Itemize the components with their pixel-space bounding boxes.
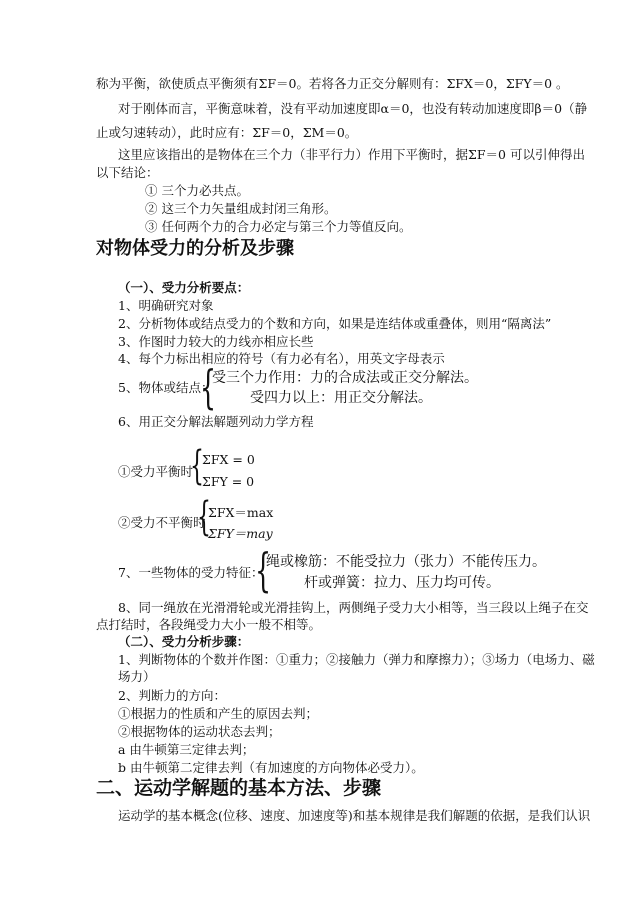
brace-icon: { (200, 360, 217, 414)
step-item: b 由牛顿第二定律去判（有加速度的方向物体必受力）。 (118, 760, 424, 775)
section-2-line-1: 运动学的基本概念(位移、速度、加速度等)和基本规律是我们解题的依据，是我们认识 (118, 808, 591, 823)
brace-icon: { (190, 443, 204, 489)
step-item: ②根据物体的运动状态去判； (118, 724, 281, 739)
point-5-option-a: 受三个力作用：力的合成法或正交分解法。 (212, 370, 478, 386)
point-5-option-b: 受四力以上：用正交分解法。 (250, 390, 432, 406)
subsection-title: （二）、受力分析步骤： (118, 634, 250, 649)
step-item: 1、判断物体的个数并作图：①重力；②接触力（弹力和摩擦力）；③场力（电场力、磁 (118, 652, 595, 667)
section-heading: 二、运动学解题的基本方法、步骤 (96, 777, 382, 799)
step-item: 场力） (118, 669, 156, 684)
point-8-line-2: 点打结时，各段绳受力大小一般不相等。 (96, 617, 322, 632)
step-item: 2、判断力的方向： (118, 688, 226, 703)
point-6: 6、用正交分解法解题列动力学方程 (118, 414, 314, 429)
equation-1-x: ΣFX = 0 (202, 452, 255, 467)
conclusion-item: ② 这三个力矢量组成封闭三角形。 (145, 201, 337, 216)
brace-icon: { (255, 543, 272, 597)
intro-line-4: 这里应该指出的是物体在三个力（非平行力）作用下平衡时，据ΣF＝0 可以引伸得出 (118, 147, 585, 162)
point-item: 3、作图时力较大的力线亦相应长些 (118, 334, 314, 349)
intro-line-2: 对于刚体而言，平衡意味着，没有平动加速度即α＝0，也没有转动加速度即β＝0（静 (118, 101, 588, 116)
equation-1-label: ①受力平衡时 (118, 464, 194, 479)
point-7-option-b: 杆或弹簧：拉力、压力均可传。 (304, 575, 500, 591)
brace-icon: { (197, 494, 211, 540)
point-7-label: 7、一些物体的受力特征： (118, 565, 264, 580)
point-item: 1、明确研究对象 (118, 298, 214, 313)
conclusion-item: ① 三个力必共点。 (145, 183, 249, 198)
conclusion-item: ③ 任何两个力的合力必定与第三个力等值反向。 (145, 219, 412, 234)
point-item: 2、分析物体或结点受力的个数和方向，如果是连结体或重叠体，则用“隔离法” (118, 316, 552, 331)
intro-line-5: 以下结论： (96, 165, 159, 180)
step-item: a 由牛顿第三定律去判； (118, 742, 255, 757)
equation-1-y: ΣFY = 0 (202, 474, 255, 489)
point-7-option-a: 绳或橡筋：不能受拉力（张力）不能传压力。 (266, 554, 546, 570)
subsection-title: （一）、受力分析要点： (118, 280, 250, 295)
step-item: ①根据力的性质和产生的原因去判； (118, 706, 319, 721)
equation-2-y: ΣFY＝may (208, 526, 273, 541)
point-8-line-1: 8、同一绳放在光滑滑轮或光滑挂钩上，两侧绳子受力大小相等，当三段以上绳子在交 (118, 600, 589, 615)
equation-2-x: ΣFX＝max (208, 505, 274, 520)
point-item: 4、每个力标出相应的符号（有力必有名），用英文字母表示 (118, 351, 445, 366)
section-heading: 对物体受力的分析及步骤 (96, 238, 294, 259)
equation-2-label: ②受力不平衡时 (118, 515, 206, 530)
intro-line-1: 称为平衡，欲使质点平衡须有ΣF＝0。若将各力正交分解则有：ΣFX＝0，ΣFY＝0 。 (96, 76, 569, 91)
point-5-label: 5、物体或结点： (118, 380, 214, 395)
intro-line-3: 止或匀速转动），此时应有：ΣF＝0，ΣM＝0。 (96, 125, 358, 140)
